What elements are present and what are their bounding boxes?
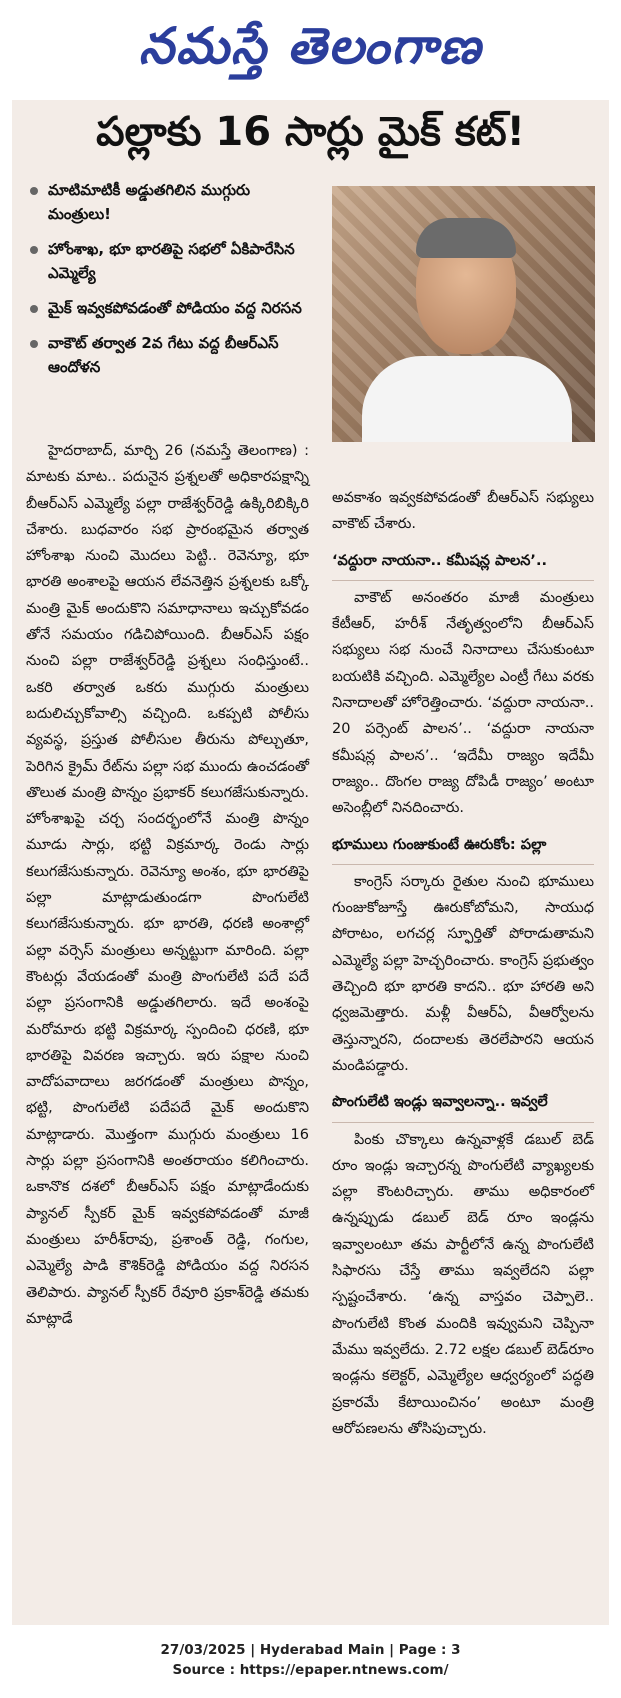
page-footer <box>0 1640 621 1680</box>
highlight-item: మైక్ ఇవ్వకపోవడంతో పోడియం వద్ద నిరసన <box>26 296 318 320</box>
highlight-item: వాకౌట్ తర్వాత 2వ గేటు వద్ద బీఆర్ఎస్ ఆందోళన <box>26 331 318 379</box>
body-paragraph: పింకు చొక్కాలు ఉన్నవాళ్లకే డబుల్ బెడ్ రూం ఇండ్లు ఇచ్చారన్న పొంగులేటి వ్యాఖ్యలకు పల్లా కౌంటరిచ్చారు. తాము అధికారంలో ఉన్నప్పుడు డబుల్ బెడ్ రూం ఇండ్లను ఇవ్వాలంటూ తమ పార్టీలోనే ఉన్న పొంగులేటి సిఫారసు చేస్తే తాము ఇవ్వలేదని పల్లా స్పష్టంచేశారు. ‘ఉన్న వాస్తవం చెప్పాలె.. పొంగులేటి కొంత మందికి ఇవ్వుమని చెప్పినా మేము ఇవ్వలేదు. 2.72 లక్షల డబుల్ బెడ్‌రూం ఇండ్లను కలెక్టర్, ఎమ్మెల్యేల ఆధ్వర్యంలో పద్ధతి ప్రకారమే కేటాయించినం’ అంటూ మంత్రి ఆరోపణలను తోసిపుచ్చారు. <box>332 1131 594 1437</box>
highlight-item: హోంశాఖ, భూ భారతిపై సభలో ఏకిపారేసిన ఎమ్మెల్యే <box>26 237 318 285</box>
body-paragraph: వాకౌట్ అనంతరం మాజీ మంత్రులు కేటీఆర్, హరీశ్ నేతృత్వంలోని బీఆర్ఎస్ సభ్యులు సభ నుంచే నినాదాలు చేసుకుంటూ బయటికి వచ్చింది. ఎమ్మెల్యేల ఎంట్రీ గేటు వరకు నినాదాలతో హోరెత్తించారు. ‘వద్దురా నాయనా.. 20 పర్సెంట్ పాలన’.. ‘వద్దురా నాయనా కమీషన్ల పాలన’.. ‘ఇదేమీ రాజ్యం ఇదేమీ రాజ్యం.. దొంగల రాజ్య దోపిడీ రాజ్యం’ అంటూ అసెంబ్లీలో నినదించారు. <box>332 589 594 817</box>
subheading: ‘వద్దురా నాయనా.. కమీషన్ల పాలన’.. <box>332 548 594 581</box>
newspaper-title: నమస్తే తెలంగాణ <box>138 16 483 75</box>
footer-edition-info: 27/03/2025 | Hyderabad Main | Page : 3 <box>160 1642 461 1658</box>
article-column-2 <box>332 485 594 1442</box>
photo-hair <box>416 218 516 258</box>
footer-source-link[interactable]: Source : https://epaper.ntnews.com/ <box>172 1662 449 1678</box>
dateline: హైదరాబాద్, మార్చి 26 (నమస్తే తెలంగాణ) : <box>48 443 309 459</box>
highlights-list <box>26 178 318 390</box>
subheading: పొంగులేటి ఇండ్లు ఇవ్వాలన్నా.. ఇవ్వలే <box>332 1089 594 1122</box>
article-headline: పల్లాకు 16 సార్లు మైక్ కట్! <box>96 109 525 155</box>
body-paragraph: కాంగ్రెస్ సర్కారు రైతుల నుంచి భూములు గుంజుకోజూస్తే ఊరుకోబోమని, సాయుధ పోరాటం, లగచర్ల స్ఫూర్తితో పోరాడుతామని ఎమ్మెల్యే పల్లా హెచ్చరించారు. కాంగ్రెస్ ప్రభుత్వం తెచ్చింది భూ భారతి కాదని.. భూ హారతి అని ధ్వజమెత్తారు. మళ్లీ వీఆర్ఏ, వీఆర్వోలను తెస్తున్నారని, దందాలకు తెరలేపారని ఆయన మండిపడ్డారు. <box>332 873 594 1074</box>
mla-portrait-photo <box>332 186 595 442</box>
article-column-1 <box>26 438 309 1332</box>
article <box>12 100 609 1625</box>
subheading: భూములు గుంజుకుంటే ఊరుకోం: పల్లా <box>332 832 594 865</box>
body-paragraph <box>26 438 309 1332</box>
highlight-item: మాటిమాటికీ అడ్డుతగిలిన ముగ్గురు మంత్రులు! <box>26 178 318 226</box>
body-paragraph: అవకాశం ఇవ్వకపోవడంతో బీఆర్ఎస్ సభ్యులు వాకౌట్ చేశారు. <box>332 490 594 533</box>
masthead <box>0 0 621 92</box>
photo-shirt <box>362 356 572 442</box>
body-text: మాటకు మాట.. పదునైన ప్రశ్నలతో అధికారపక్షాన్ని బీఆర్ఎస్ ఎమ్మెల్యే పల్లా రాజేశ్వర్‌రెడ్డి ఉక్కిరిబిక్కిరి చేశారు. బుధవారం సభ ప్రారంభమైన తర్వాత హోంశాఖ నుంచి మొదలు పెట్టి.. రెవెన్యూ, భూ భారతి అంశాలపై ఆయన లేవనెత్తిన ప్రశ్నలకు ఒక్కో మంత్రి మైక్ అందుకొని సమాధానాలు ఇచ్చుకోవడం తోనే సమయం గడిచిపోయింది. బీఆర్ఎస్ పక్షం నుంచి పల్లా రాజేశ్వర్‌రెడ్డి ప్రశ్నలు సంధిస్తుంటే.. ఒకరి తర్వాత ఒకరు ముగ్గురు మంత్రులు బదులిచ్చుకోవాల్సి వచ్చింది. ఒకప్పటి పోలీసు వ్యవస్థ, ప్రస్తుత పోలీసుల తీరును పోల్చుతూ, పెరిగిన క్రైమ్ రేట్‌ను పల్లా సభ ముందు ఉంచడంతో తొలుత మంత్రి పొన్నం ప్రభాకర్ కలుగజేసుకున్నారు. హోంశాఖపై చర్చ సందర్భంలోనే మంత్రి పొన్నం మూడు సార్లు, భట్టి విక్రమార్క రెండు సార్లు కలుగజేసుకున్నారు. రెవెన్యూ అంశం, భూ భారతిపై పల్లా మాట్లాడుతుండగా పొంగులేటి కలుగజేసుకున్నారు. భూ భారతి, ధరణి అంశాల్లో పల్లా వర్సెస్ మంత్రులు అన్నట్టుగా మారింది. పల్లా కౌంటర్లు వేయడంతో మంత్రి పొంగులేటి పదే పదే పల్లా ప్రసంగానికి అడ్డుతగిలారు. ఇదే అంశంపై మరోమారు భట్టి విక్రమార్క స్పందించి ధరణి, భూ భారతిపై వివరణ ఇచ్చారు. ఇరు పక్షాల నుంచి వాదోపవాదాలు జరగడంతో మంత్రులు పొన్నం, భట్టి, పొంగులేటి పదేపదే మైక్ అందుకొని మాట్లాడారు. మొత్తంగా ముగ్గురు మంత్రులు 16 సార్లు పల్లా ప్రసంగానికి అంతరాయం కలిగించారు. ఒకానొక దశలో బీఆర్ఎస్ పక్షం మాట్లాడేందుకు ప్యానల్ స్పీకర్ మైక్ ఇవ్వకపోవడంతో మాజీ మంత్రులు హరీశ్‌రావు, ప్రశాంత్ రెడ్డి, గంగుల, ఎమ్మెల్యే పాడి కౌశిక్‌రెడ్డి పోడియం వద్ద నిరసన తెలిపారు. ప్యానల్ స్పీకర్ రేవూరి ప్రకాశ్‌రెడ్డి తమకు మాట్లాడే <box>26 469 309 1327</box>
